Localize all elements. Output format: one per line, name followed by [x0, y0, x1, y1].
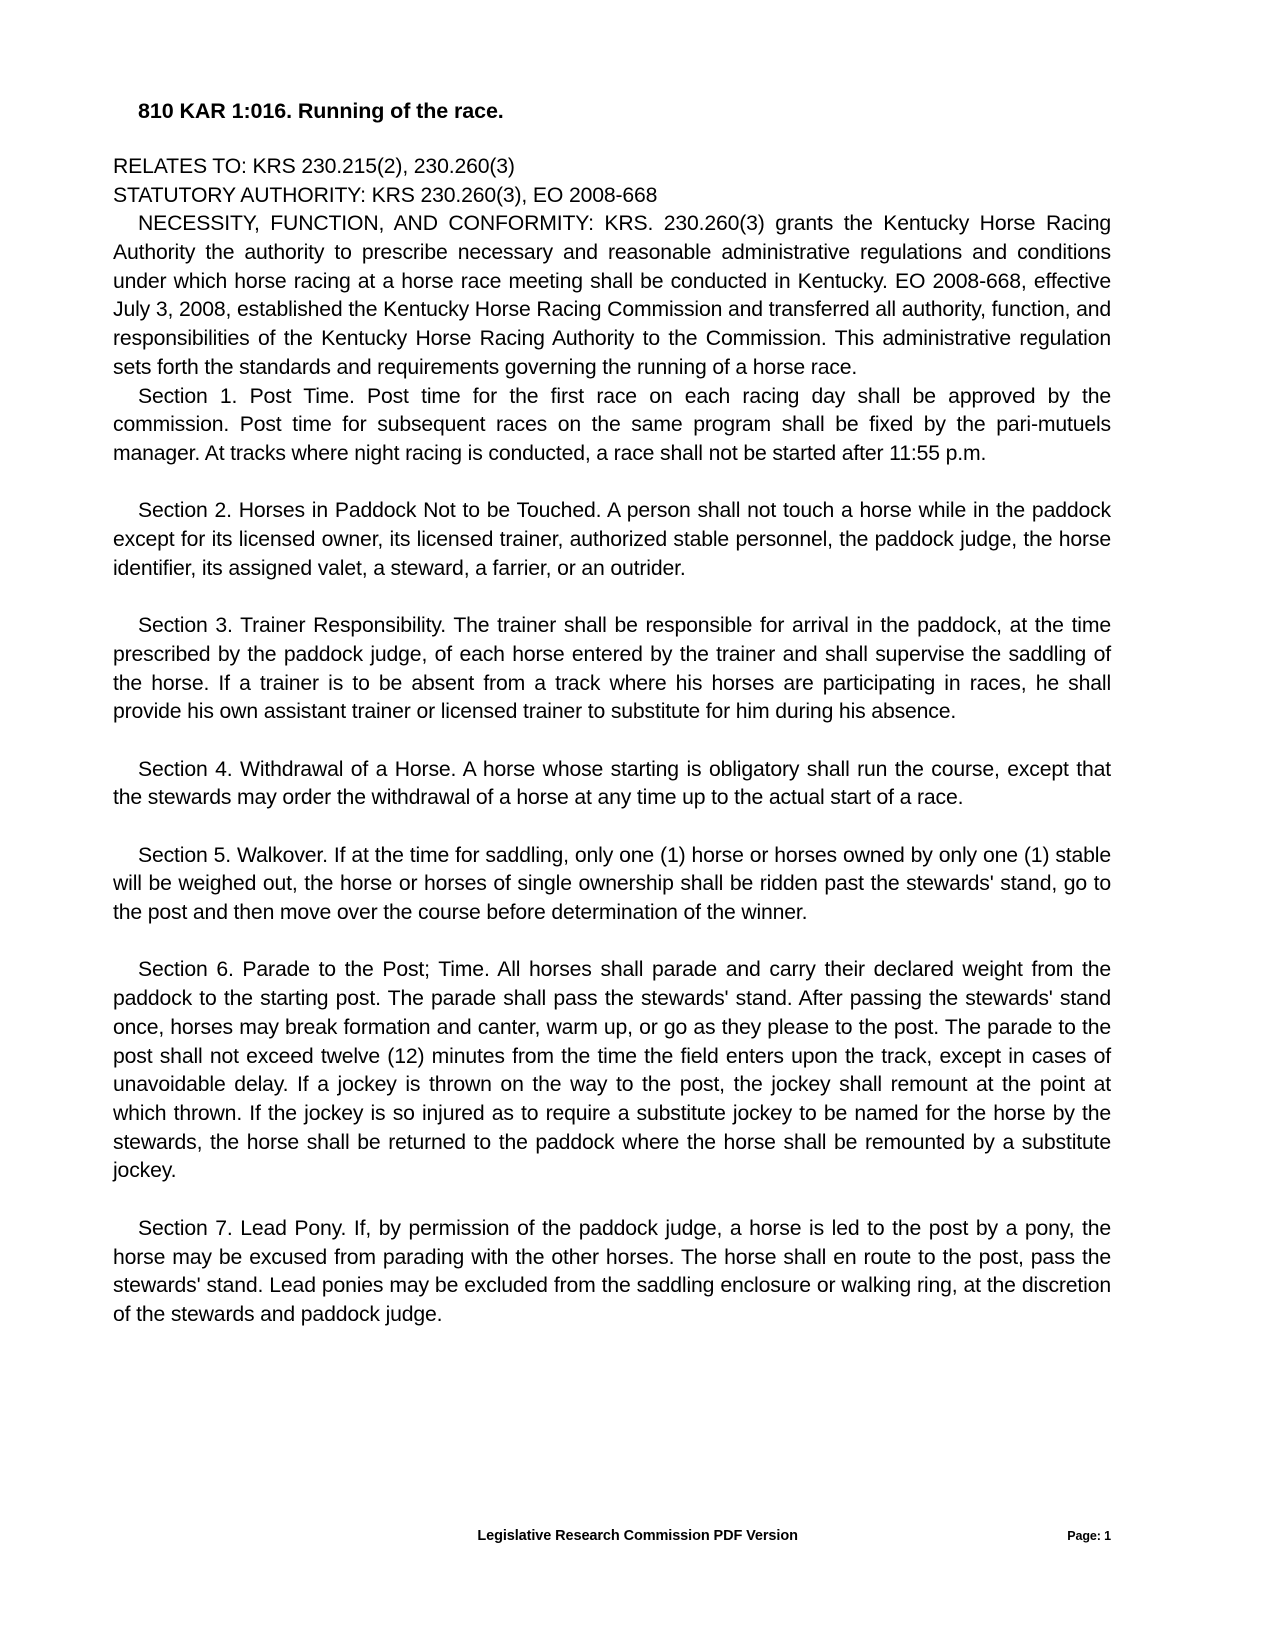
- document-content: [113, 98, 1111, 1330]
- section-6-paragraph: Section 6. Parade to the Post; Time. All horses shall parade and carry their declared weight from the paddock to the starting post. The parade shall pass the stewards' stand. After passing the stewards' stand once, horses may break formation and canter, warm up, or go as they please to the post. The parade to the post shall not exceed twelve (12) minutes from the time the field enters upon the track, except in cases of unavoidable delay. If a jockey is thrown on the way to the post, the jockey shall remount at the point at which thrown. If the jockey is so injured as to require a substitute jockey to be named for the horse by the stewards, the horse shall be returned to the paddock where the horse shall be remounted by a substitute jockey.: [113, 958, 1111, 1183]
- statutory-authority-line: STATUTORY AUTHORITY: KRS 230.260(3), EO 2008-668: [113, 183, 658, 207]
- footer-page-number: Page: 1: [1067, 1529, 1111, 1543]
- section-1-paragraph: Section 1. Post Time. Post time for the first race on each racing day shall be approved by the commission. Post time for subsequent races on the same program shall be fixed by the pari-mutuels manager. At tracks where night racing is conducted, a race shall not be started after 11:55 p.m.: [113, 384, 1111, 465]
- section-2-paragraph: Section 2. Horses in Paddock Not to be Touched. A person shall not touch a horse while in the paddock except for its licensed owner, its licensed trainer, authorized stable personnel, the paddock judge, the horse identifier, its assigned valet, a steward, a farrier, or an outrider.: [113, 499, 1111, 580]
- section-7-paragraph: Section 7. Lead Pony. If, by permission of the paddock judge, a horse is led to the post by a pony, the horse may be excused from parading with the other horses. The horse shall en route to the post, pass the stewards' stand. Lead ponies may be excluded from the saddling enclosure or walking ring, at the discretion of the stewards and paddock judge.: [113, 1216, 1111, 1326]
- relates-to-line: RELATES TO: KRS 230.215(2), 230.260(3): [113, 154, 515, 178]
- regulation-header-block: [113, 153, 1111, 383]
- section-5-paragraph: Section 5. Walkover. If at the time for saddling, only one (1) horse or horses owned by only one (1) stable will be weighed out, the horse or horses of single ownership shall be ridden past the stewards' stand, go to the post and then move over the course before determination of the winner.: [113, 843, 1111, 925]
- section-3-paragraph: Section 3. Trainer Responsibility. The trainer shall be responsible for arrival in the paddock, at the time prescribed by the paddock judge, of each horse entered by the trainer and shall supervise the saddling of the horse. If a trainer is to be absent from a track where his horses are participating in races, he shall provide his own assistant trainer or licensed trainer to substitute for him during his absence.: [113, 614, 1111, 724]
- footer-publisher-label: Legislative Research Commission PDF Version: [477, 1528, 798, 1544]
- section-4-paragraph: Section 4. Withdrawal of a Horse. A horse whose starting is obligatory shall run the course, except that the stewards may order the withdrawal of a horse at any time up to the actual start of a race.: [113, 757, 1111, 810]
- page-footer: [113, 1528, 1111, 1544]
- page-title: 810 KAR 1:016. Running of the race.: [138, 99, 504, 123]
- necessity-function-conformity-paragraph: NECESSITY, FUNCTION, AND CONFORMITY: KRS. 230.260(3) grants the Kentucky Horse Racing Authority the authority to prescribe necessary and reasonable administrative regulations and conditions under which horse racing at a horse race meeting shall be conducted in Kentucky. EO 2008-668, effective July 3, 2008, established the Kentucky Horse Racing Commission and transferred all authority, function, and responsibilities of the Kentucky Horse Racing Authority to the Commission. This administrative regulation sets forth the standards and requirements governing the running of a horse race.: [113, 212, 1111, 379]
